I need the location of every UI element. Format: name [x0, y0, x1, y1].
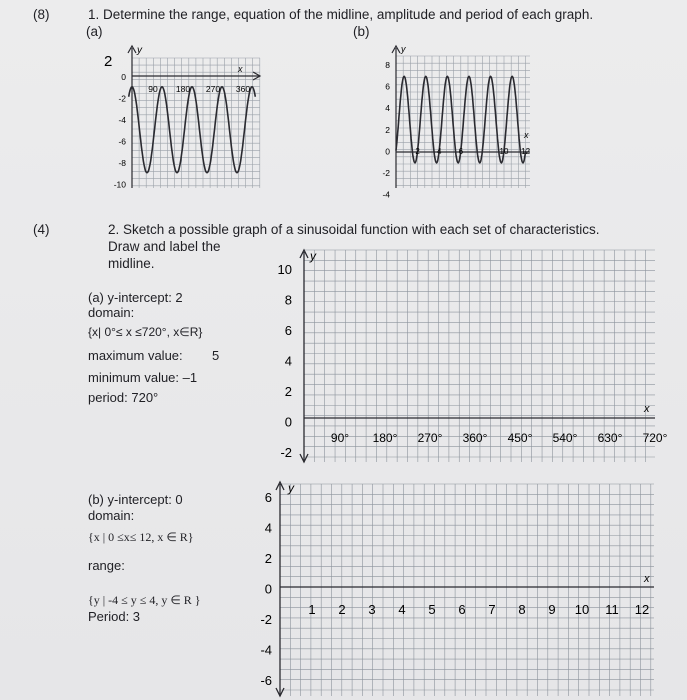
graph-1b-y-label: y	[401, 44, 406, 54]
graph-2a-y-tick-label: 0	[284, 414, 292, 430]
graph-1a-top-tick: 2	[104, 53, 113, 70]
part-a-label: (a) y-intercept: 2	[88, 290, 183, 305]
graph-1b-y-tick-label: 4	[385, 103, 390, 114]
graph-1b-x-tick-label: 10	[499, 147, 509, 156]
graph-1b-y-tick-label: 2	[385, 124, 390, 135]
part-b-range-label: range:	[88, 558, 125, 573]
graph-1b	[364, 42, 534, 200]
graph-1a-y-tick-label: 0	[121, 72, 126, 82]
graph-2b-x-tick-label: 9	[548, 602, 556, 617]
graph-2a-x-tick-label: 630°	[597, 431, 623, 445]
graph-2b-y-tick-label: -2	[260, 612, 272, 627]
graph-1a-x-label: x	[238, 64, 243, 74]
graph-2b-x-tick-label: 7	[488, 602, 496, 617]
graph-2b-y-tick-label: -6	[260, 673, 272, 688]
graph-2b-x-tick-label: 1	[308, 602, 316, 617]
graph-2b	[248, 478, 682, 698]
graph-1b-y-tick-label: 6	[385, 81, 390, 92]
graph-2b-x-tick-label: 10	[574, 602, 590, 617]
graph-2b-y-label: y	[288, 481, 294, 495]
graph-1a-y-tick-label: -8	[118, 158, 126, 168]
graph-2a-y-tick-label: 4	[284, 353, 292, 369]
graph-1b-y-tick-label: -2	[382, 168, 390, 178]
part-a-max-value: 5	[212, 348, 220, 363]
q2-marks: (4)	[33, 222, 50, 237]
graph-1a-y-tick-label: -4	[118, 115, 126, 125]
graph-2a-x-tick-label: 450°	[507, 431, 533, 445]
q1-prompt: 1. Determine the range, equation of the midline, amplitude and period of each graph.	[88, 7, 594, 22]
graph-2a-x-tick-label: 720°	[642, 431, 668, 445]
graph-2a-x-tick-label: 180°	[372, 431, 398, 445]
graph-2b-y-tick-label: 4	[264, 520, 272, 536]
graph-1b-y-tick-label: 0	[385, 146, 390, 157]
graph-2b-x-tick-label: 8	[518, 602, 526, 617]
q1-marks: (8)	[33, 7, 50, 22]
graph-1a-y-tick-label: -10	[113, 179, 126, 190]
part-b-period: Period: 3	[88, 609, 141, 624]
graph-2b-y-tick-label: -4	[260, 642, 272, 658]
graph-2a-y-tick-label: 6	[284, 323, 292, 338]
part-a-min: minimum value: –1	[88, 370, 198, 385]
graph-1b-y-tick-label: 8	[385, 60, 390, 70]
graph-1b-x-label: x	[524, 130, 529, 140]
graph-2a-x-tick-label: 540°	[552, 431, 578, 445]
graph-1a-x-tick-label: 90	[148, 84, 158, 94]
graph-1a-y-tick-label: -6	[118, 136, 126, 147]
graph-1b-x-tick-label: 4	[436, 147, 442, 156]
graph-2b-y-tick-label: 2	[264, 551, 272, 566]
graph-1a-y-label: y	[137, 45, 142, 56]
q2-prompt-line2: Draw and label the	[108, 239, 221, 254]
graph-1a-x-tick-label: 270	[205, 84, 221, 94]
part-b-domain-label: domain:	[88, 508, 135, 523]
graph-2b-x-tick-label: 12	[634, 602, 650, 617]
graph-2b-x-tick-label: 5	[428, 602, 436, 617]
graph-2b-y-tick-label: 6	[264, 490, 272, 505]
graph-2b-x-label: x	[644, 573, 650, 585]
graph-1a-x-tick-label: 360	[235, 84, 251, 94]
graph-2b-x-tick-label: 4	[398, 602, 406, 617]
graph-2a-y-label: y	[310, 249, 316, 263]
part-a-period: period: 720°	[88, 390, 159, 405]
graph-2a-y-tick-label: -2	[280, 445, 292, 460]
graph-1b-x-tick-label: 12	[521, 147, 531, 156]
graph-2a-x-label: x	[644, 403, 650, 415]
part-a-domain-value: {x| 0°≤ x ≤720°, x∈R}	[88, 325, 203, 339]
part-b-label: (b) y-intercept: 0	[88, 492, 183, 507]
graph-2a-y-tick-label: 10	[277, 262, 292, 277]
graph-1a-x-tick-label: 180	[175, 84, 191, 94]
graph-2b-y-tick-label: 0	[264, 581, 272, 597]
graph-2b-x-tick-label: 11	[605, 602, 619, 617]
graph-1b-x-tick-label: 6	[458, 147, 464, 156]
part-b-range-value: {y | -4 ≤ y ≤ 4, y ∈ R }	[88, 593, 201, 607]
part-a-domain-label: domain:	[88, 305, 135, 320]
graph-1a-curve	[129, 87, 256, 173]
q1-label-a: (a)	[86, 24, 103, 39]
graph-2a-x-tick-label: 270°	[417, 431, 443, 445]
graph-2b-x-tick-label: 2	[338, 602, 346, 617]
graph-1b-x-tick-label: 2	[415, 147, 420, 156]
graph-2b-x-tick-label: 6	[458, 602, 466, 617]
graph-2a-y-tick-label: 8	[284, 292, 292, 308]
q1-label-b: (b)	[353, 24, 370, 39]
part-b-domain-value: {x | 0 ≤x≤ 12, x ∈ R}	[88, 530, 194, 544]
graph-2b-x-tick-label: 3	[368, 602, 376, 617]
graph-2a	[262, 244, 682, 466]
graph-2a-x-tick-label: 90°	[330, 431, 350, 445]
q2-prompt-line3: midline.	[108, 256, 155, 271]
q2-prompt-line1: 2. Sketch a possible graph of a sinusoidal function with each set of characteristics.	[108, 222, 600, 237]
graph-2a-y-tick-label: 2	[284, 384, 292, 399]
graph-1a-y-tick-label: -2	[118, 93, 126, 104]
part-a-max-label: maximum value:	[88, 348, 183, 363]
graph-1a	[88, 42, 266, 192]
graph-1b-y-tick-label: -4	[382, 189, 390, 200]
graph-2a-x-tick-label: 360°	[462, 431, 488, 445]
